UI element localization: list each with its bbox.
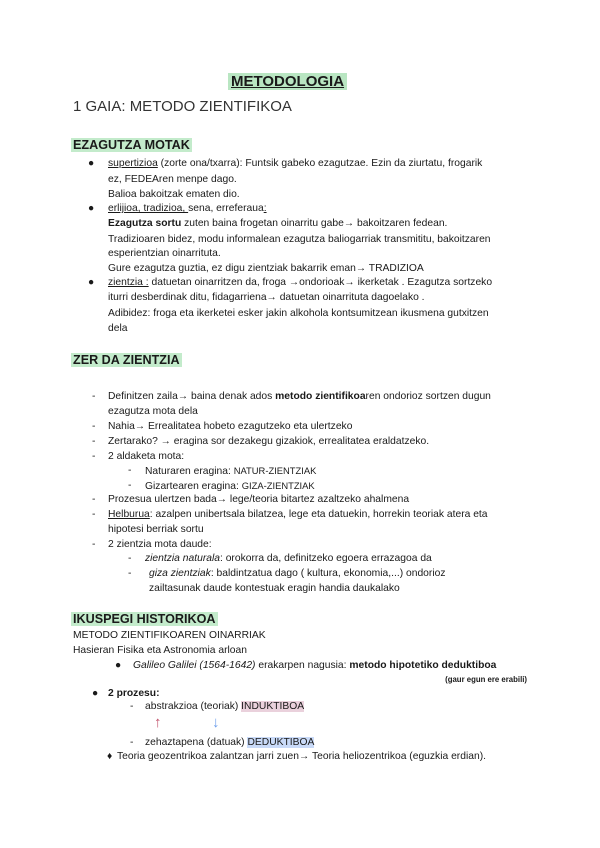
text-line: Gure ezagutza guztia, ez digu zientziak bakarrik eman→ TRADIZIOA [108, 263, 424, 274]
text-line: METODO ZIENTIFIKOAREN OINARRIAK [73, 630, 266, 641]
dash-icon: - [92, 436, 96, 447]
dash-icon: - [128, 553, 132, 564]
highlight-induktiboa: INDUKTIBOA [241, 701, 305, 712]
text: Naturaren eragina: [145, 466, 234, 477]
text: abstrakzioa (teoriak) [145, 701, 242, 712]
text: : orokorra da, definitzeko egoera errazagoa da [219, 553, 432, 564]
text-line: dela [108, 323, 128, 334]
bullet-dot-icon: ● [88, 277, 95, 288]
text-line: esperientzian oinarrituta. [108, 248, 221, 259]
dash-icon: - [128, 480, 132, 491]
bold-text: metodo hipotetiko deduktiboa [349, 660, 497, 671]
dash-icon: - [92, 509, 96, 520]
text: : baldintzatua dago ( kultura, ekonomia,...) ondorioz [210, 568, 446, 579]
text: Gizartearen eragina: [145, 481, 242, 492]
process-abstrakzioa [145, 701, 304, 712]
small-caps-text: GIZA-ZIENTZIAK [241, 480, 315, 491]
text: ren ondorioz sortzen dugun [365, 391, 491, 402]
text-line: ez, FEDEAren menpe dago. [108, 174, 237, 185]
text: zuten baina frogetan oinarritu gabe→ bakoitzaren fedean. [181, 218, 448, 229]
bullet-dot-icon: ● [88, 158, 95, 169]
sub-list-item [149, 568, 446, 579]
list-item: Prozesua ulertzen bada→ lege/teoria bitartez azaltzeko ahalmena [108, 494, 410, 505]
text: Definitzen zaila→ baina denak ados [108, 391, 276, 402]
dash-icon: - [92, 494, 96, 505]
list-item-galileo [133, 660, 496, 671]
process-zehaztapena [145, 737, 314, 748]
italic-text: zientzia naturala [145, 553, 220, 564]
text-line: Adibidez: froga eta ikerketei esker jakin alkohola kontsumitzean ikusmena gutxitzen [108, 308, 489, 319]
heading-zer-da-zientzia: ZER DA ZIENTZIA [73, 353, 180, 367]
dash-icon: - [92, 421, 96, 432]
text: sena, erreferaua [188, 203, 264, 214]
list-item: Teoria geozentrikoa zalantzan jarri zuen→ Teoria heliozentrikoa (eguzkia erdian). [117, 751, 486, 762]
list-item: 2 aldaketa mota: [108, 451, 185, 462]
text-line: zailtasunak daude kontestuak eragin handia daukalako [149, 583, 400, 594]
term-zientzia: zientzia : [108, 277, 149, 288]
bullet-item-supertizioa [108, 158, 482, 169]
term-erlijioa: erlijioa, tradizioa, [108, 203, 189, 214]
list-item: Zertarako? → eragina sor dezakegu gizakiok, errealitatea eraldatzeko. [108, 436, 430, 447]
text: : [263, 203, 267, 214]
note-text: (gaur egun ere erabili) [445, 675, 527, 684]
document-subtitle: 1 GAIA: METODO ZIENTIFIKOA [73, 98, 292, 115]
bullet-dot-icon: ● [88, 203, 95, 214]
sub-list-item [145, 553, 432, 564]
text-line: hipotesi berriak sortu [108, 524, 204, 535]
bold-text: Ezagutza sortu [108, 218, 182, 229]
bullet-dot-icon: ● [92, 688, 99, 699]
bullet-dot-icon: ● [115, 660, 122, 671]
bullet-item-erlijioa [108, 203, 267, 214]
heading-ezagutza-motak: EZAGUTZA MOTAK [73, 138, 190, 152]
term-supertizioa: supertizioa [108, 158, 158, 169]
text-line: iturri desberdinak ditu, fidagarriena→ datuetan oinarrituta dagoelako . [108, 292, 425, 303]
list-item [108, 391, 491, 402]
text: zehaztapena (datuak) [145, 737, 248, 748]
list-item-prozesu: 2 prozesu: [108, 688, 160, 699]
sub-list-item [145, 465, 316, 477]
text-line [108, 218, 447, 229]
text-line: Hasieran Fisika eta Astronomia arloan [73, 645, 247, 656]
text: erakarpen nagusia: [255, 660, 350, 671]
dash-icon: - [128, 568, 132, 579]
dash-icon: - [92, 539, 96, 550]
italic-text: giza zientziak [149, 568, 211, 579]
text-line: ezagutza mota dela [108, 406, 198, 417]
dash-icon: - [92, 391, 96, 402]
text: (zorte ona/txarra): Funtsik gabeko ezagutzae. Ezin da ziurtatu, frogarik [157, 158, 483, 169]
bullet-item-zientzia [108, 277, 492, 288]
arrow-up-icon: ↑ [154, 714, 162, 731]
sub-list-item [145, 480, 315, 492]
small-caps-text: NATUR-ZIENTZIAK [233, 465, 317, 476]
term-helburua: Helburua [108, 509, 150, 520]
dash-icon: - [130, 701, 134, 712]
document-title: METODOLOGIA [228, 73, 347, 90]
text: : azalpen unibertsala bilatzea, lege eta datuekin, horrekin teoriak atera eta [149, 509, 488, 520]
heading-ikuspegi-historikoa: IKUSPEGI HISTORIKOA [73, 612, 216, 626]
list-item: 2 zientzia mota daude: [108, 539, 212, 550]
list-item [108, 509, 488, 520]
bold-text: metodo zientifikoa [275, 391, 366, 402]
list-item: Nahia→ Errealitatea hobeto ezagutzeko eta ulertzeko [108, 421, 353, 432]
arrow-down-icon: ↓ [212, 714, 220, 731]
italic-text: Galileo Galilei (1564-1642) [133, 660, 256, 671]
text: datuetan oinarritzen da, froga →ondorioak→ ikerketak . Ezagutza sortzeko [148, 277, 493, 288]
dash-icon: - [92, 451, 96, 462]
dash-icon: - [128, 465, 132, 476]
highlight-deduktiboa: DEDUKTIBOA [247, 737, 315, 748]
dash-icon: - [130, 737, 134, 748]
text-line: Tradizioaren bidez, modu informalean ezagutza baliogarriak transmititu, bakoitzaren [108, 234, 491, 245]
diamond-bullet-icon: ♦ [107, 751, 113, 762]
text-line: Balioa bakoitzak ematen dio. [108, 189, 240, 200]
